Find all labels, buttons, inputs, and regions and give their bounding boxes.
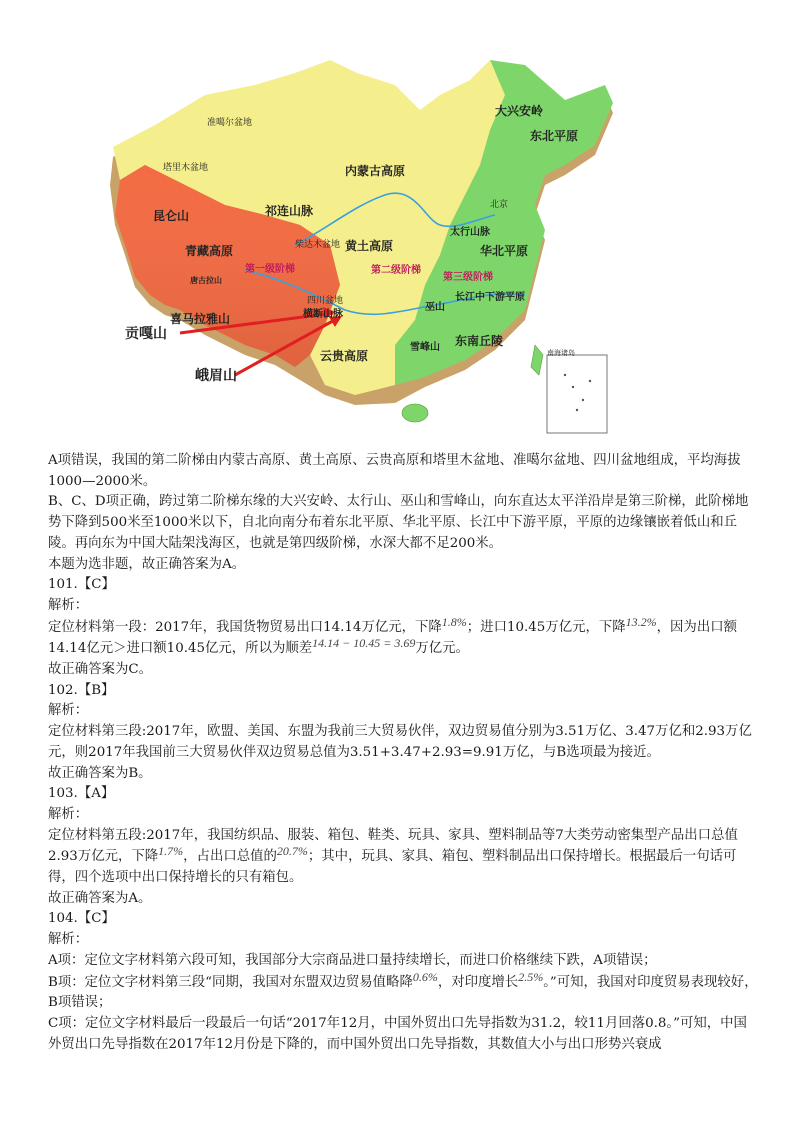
question-104-option-b: B项：定位文字材料第三段“同期，我国对东盟双边贸易值略降0.6%，对印度增长2.5%。”可知，我国对印度贸易表现较好，B项错误； (48, 969, 758, 1011)
label-himalaya: 喜马拉雅山 (170, 312, 231, 326)
label-step3: 第三级阶梯 (443, 272, 493, 283)
formula-13-2: 13.2% (625, 614, 657, 629)
formula-1-8: 1.8% (441, 614, 467, 629)
question-102-jiexi: 解析： (48, 703, 89, 719)
question-104-jiexi: 解析： (48, 932, 89, 948)
formula-2-5: 2.5% (518, 969, 544, 984)
question-103-jiexi: 解析： (48, 806, 89, 822)
question-102-header: 102.【B】 (48, 682, 115, 698)
paragraph-bcd-right: B、C、D项正确，跨过第二阶梯东缘的大兴安岭、太行山、巫山和雪峰山，向东直达太平洋沿岸是第三阶梯，此阶梯地势下降到500米至1000米以下，自北向南分布着东北平原、华北平原、长江中下游平原，平原的边缘镶嵌着低山和丘陵。再向东为中国大陆架浅海区，也就是第四级阶梯，水深大都不足200米。 (48, 494, 749, 551)
explanation-text (48, 451, 760, 1055)
question-101-body: 定位材料第一段：2017年，我国货物贸易出口14.14万亿元，下降1.8%；进口10.45万亿元，下降13.2%，因为出口额14.14亿元＞进口额10.45亿元，所以为顺差14.14 − 10.45 = 3.69万亿元。 (48, 614, 737, 657)
label-yungui: 云贵高原 (320, 349, 369, 363)
formula-0-6: 0.6% (412, 969, 438, 984)
south-sea-inset (547, 355, 607, 433)
label-junggar: 准噶尔盆地 (207, 118, 253, 128)
question-101-header: 101.【C】 (48, 577, 115, 593)
question-101-answer: 故正确答案为C。 (48, 662, 152, 678)
label-sichuan: 四川盆地 (307, 296, 344, 306)
label-north-china: 华北平原 (480, 244, 529, 258)
taiwan-island (531, 345, 543, 375)
question-103-body: 定位材料第五段:2017年，我国纺织品、服装、箱包、鞋类、玩具、家具、塑料制品等7大类劳动密集型产品出口总值2.93万亿元，下降1.7%，占出口总值的20.7%；其中，玩具、家具、箱包、塑料制品出口保持增长。根据最后一句话可得，四个选项中出口保持增长的只有箱包。 (48, 827, 738, 886)
label-dahinggan: 大兴安岭 (495, 104, 544, 118)
label-yangtze: 长江中下游平原 (455, 292, 525, 303)
question-103-answer: 故正确答案为A。 (48, 890, 152, 906)
label-xuefeng: 雪峰山 (410, 342, 440, 353)
question-104-header: 104.【C】 (48, 911, 115, 927)
paragraph-a-wrong: A项错误，我国的第二阶梯由内蒙古高原、黄土高原、云贵高原和塔里木盆地、准噶尔盆地、四川盆地组成，平均海拔1000—2000米。 (48, 453, 741, 489)
label-southeast: 东南丘陵 (455, 334, 504, 348)
label-step1: 第一级阶梯 (245, 264, 295, 275)
label-tanggula: 唐古拉山 (190, 276, 222, 285)
label-south-sea: 南海诸岛 (547, 349, 575, 357)
label-chaidamu: 柴达木盆地 (295, 240, 341, 250)
question-102-answer: 故正确答案为B。 (48, 765, 152, 781)
label-gongga: 贡嘎山 (125, 326, 167, 342)
label-hengduan: 横断山脉 (303, 309, 343, 320)
label-loess: 黄土高原 (345, 239, 394, 253)
question-104-option-c: C项：定位文字材料最后一段最后一句话“2017年12月，中国外贸出口先导指数为31.2，较11月回落0.8。”可知，中国外贸出口先导指数在2017年12月份是下降的，而中国外贸出口先导指数，其数值大小与出口形势兴衰成 (48, 1015, 747, 1052)
label-wushan: 巫山 (425, 302, 445, 313)
label-neimenggu: 内蒙古高原 (345, 164, 406, 178)
label-qilian: 祁连山脉 (265, 204, 314, 218)
label-northeast: 东北平原 (530, 129, 579, 143)
label-qinghai-tibet: 青藏高原 (185, 244, 234, 258)
question-104-option-a: A项：定位文字材料第六段可知，我国部分大宗商品进口量持续增长，而进口价格继续下跌，A项错误； (48, 952, 657, 968)
question-101-jiexi: 解析： (48, 597, 89, 613)
formula-20-7: 20.7% (276, 844, 308, 859)
formula-difference: 14.14 − 10.45 = 3.69 (312, 636, 416, 651)
label-step2: 第二级阶梯 (371, 265, 421, 276)
paragraph-choose-a: 本题为选非题，故正确答案为A。 (48, 556, 246, 572)
label-emei: 峨眉山 (195, 368, 237, 384)
hainan-island (402, 404, 428, 422)
question-103-header: 103.【A】 (48, 786, 115, 802)
formula-1-7: 1.7% (158, 844, 184, 859)
china-terrain-map (95, 55, 615, 437)
question-102-body: 定位材料第三段:2017年，欧盟、美国、东盟为我前三大贸易伙伴，双边贸易值分别为3.51万亿、3.47万亿和2.93万亿元，则2017年我国前三大贸易伙伴双边贸易总值为3.51+3.47+2.93=9.91万亿，与B选项最为接近。 (48, 724, 752, 760)
label-taihang: 太行山脉 (450, 227, 490, 238)
label-kunlun: 昆仑山 (153, 209, 190, 223)
label-beijing: 北京 (490, 200, 509, 210)
label-tarim: 塔里木盆地 (163, 163, 209, 173)
